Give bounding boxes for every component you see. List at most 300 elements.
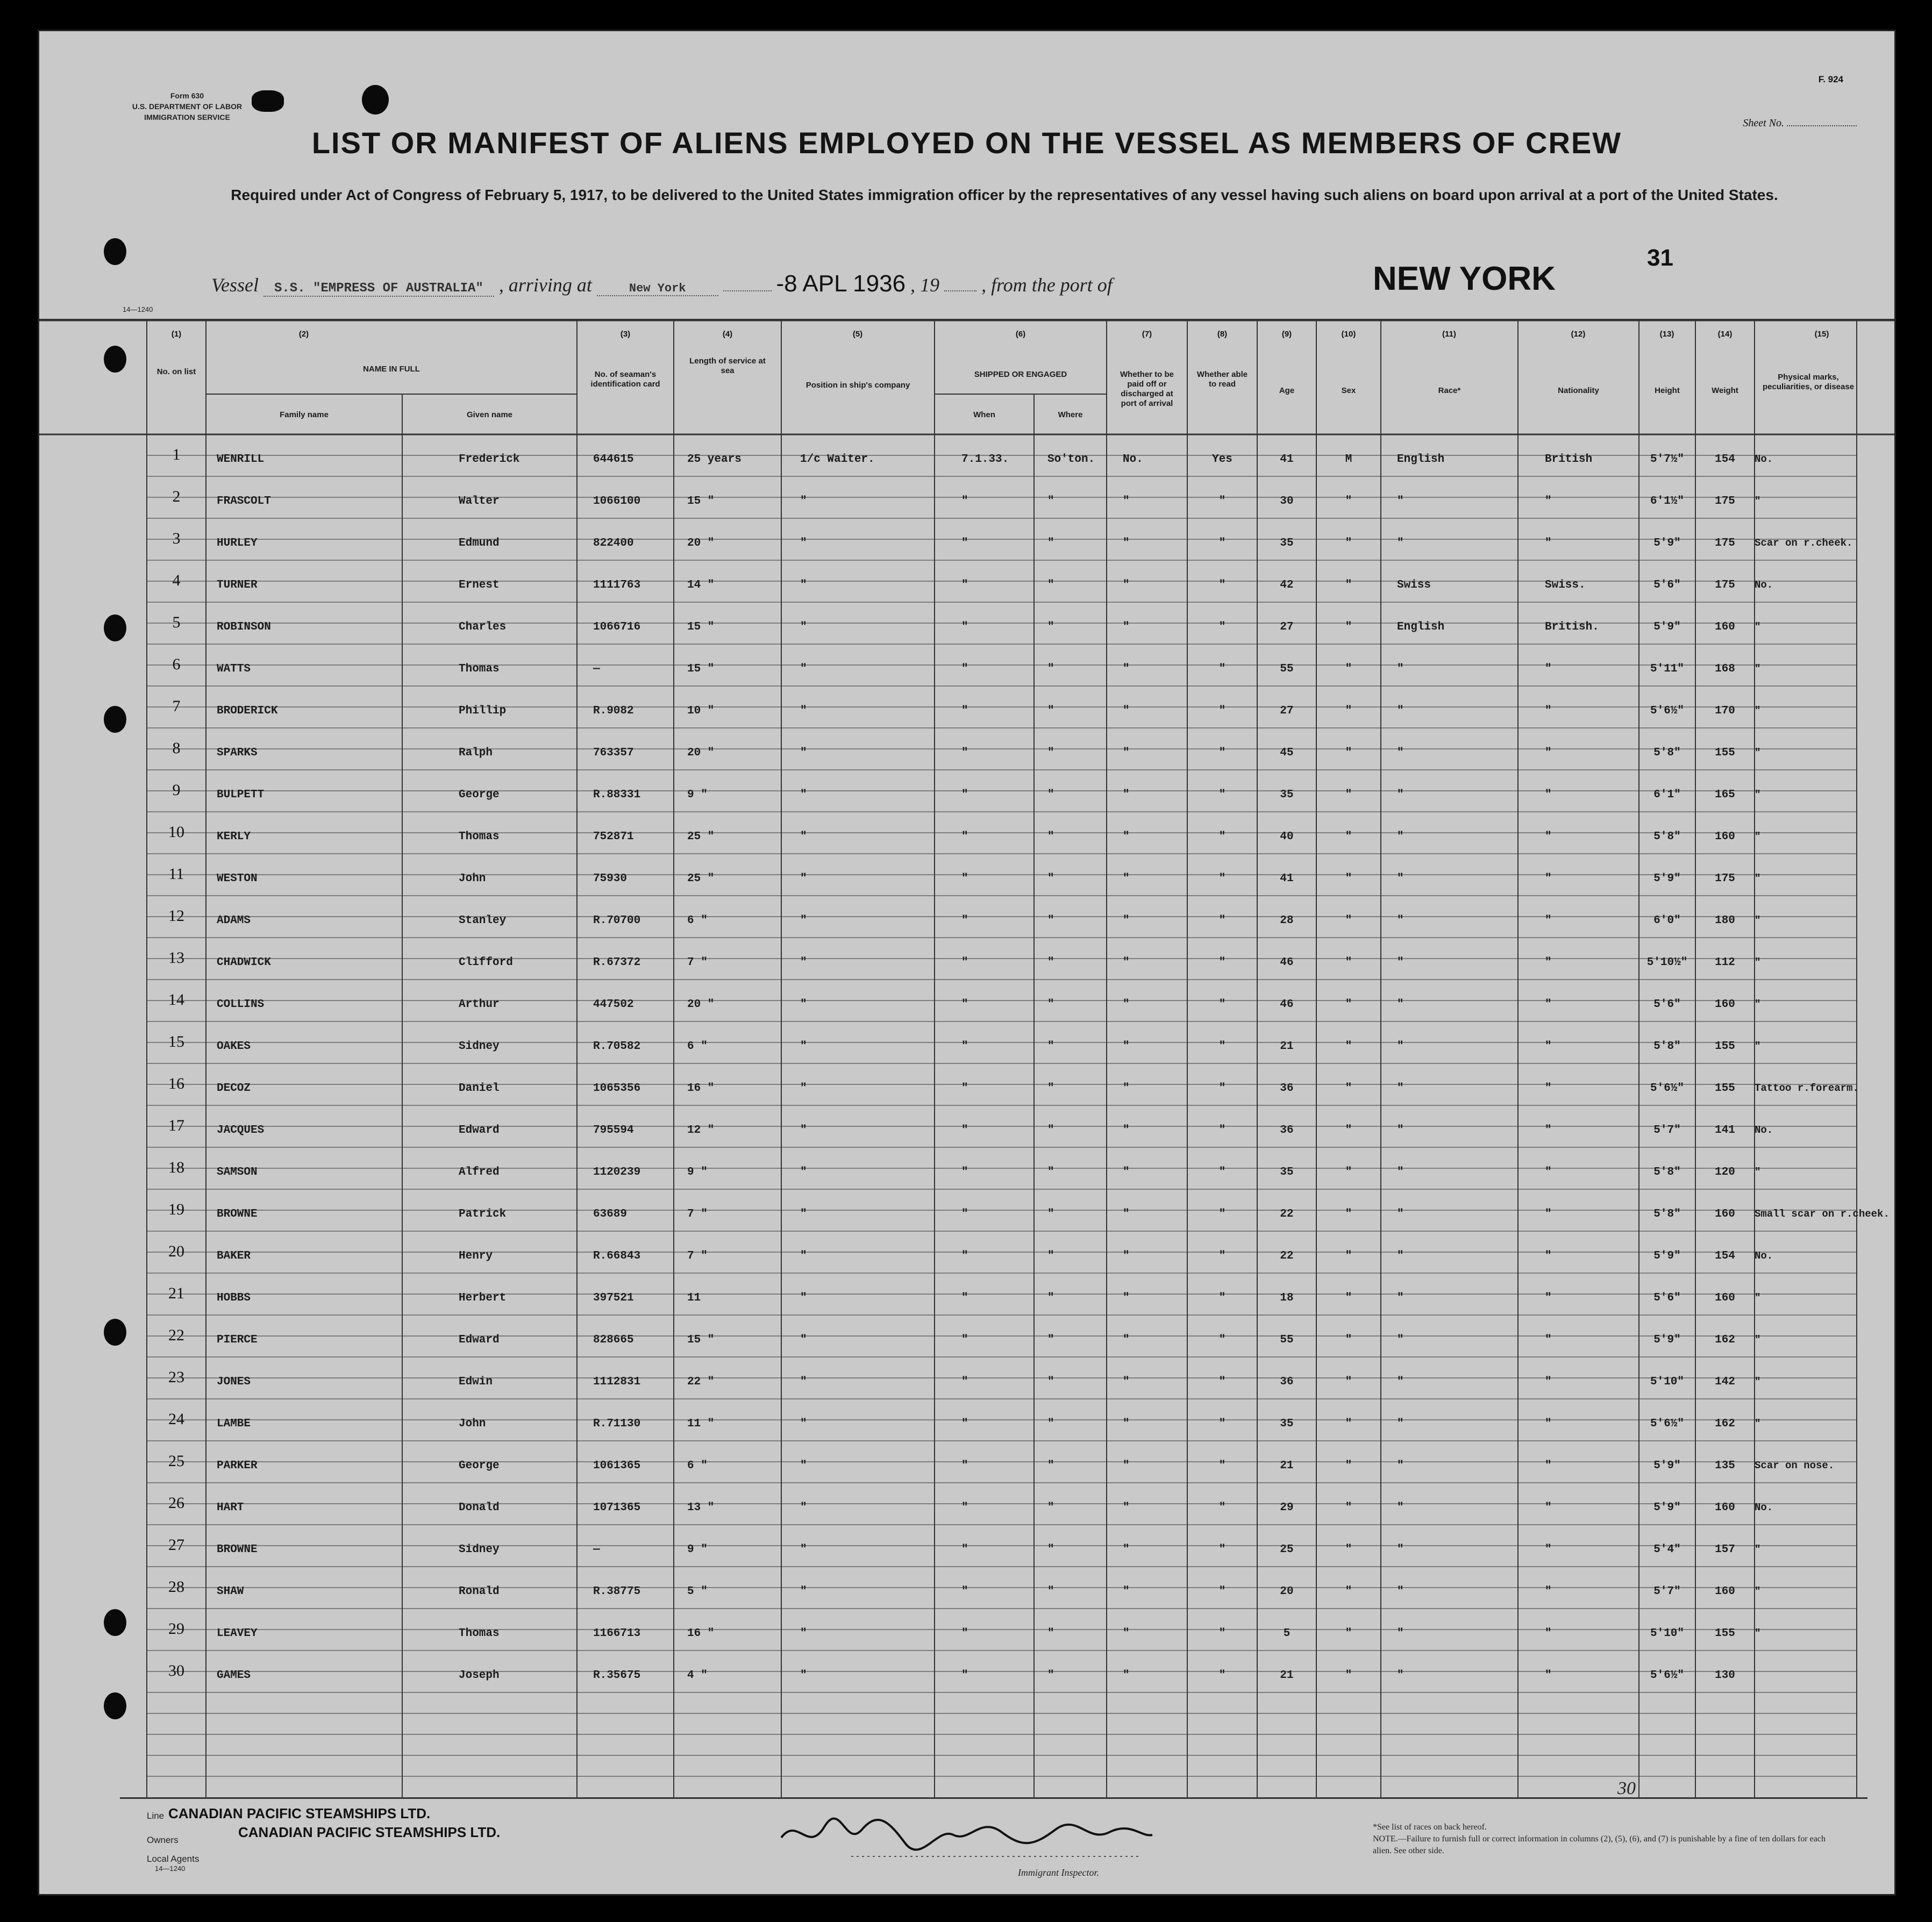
cell-id: 1061365 bbox=[593, 1460, 641, 1472]
cell-id: 822400 bbox=[593, 537, 634, 549]
cell-weight: 120 bbox=[1715, 1166, 1735, 1178]
cell-read: " bbox=[1218, 873, 1226, 885]
cell-where: " bbox=[1047, 1334, 1054, 1346]
cell-id: 763357 bbox=[593, 747, 634, 759]
cell-id: 795594 bbox=[593, 1124, 634, 1137]
cell-nationality: Swiss. bbox=[1545, 579, 1586, 591]
cell-age: 27 bbox=[1280, 705, 1294, 717]
manifest-sheet bbox=[38, 30, 1896, 1896]
cell-given: Thomas bbox=[459, 663, 500, 675]
cell-age: 21 bbox=[1280, 1040, 1294, 1053]
cell-read: " bbox=[1218, 537, 1226, 549]
cell-where: " bbox=[1047, 705, 1054, 717]
cell-marks: " bbox=[1755, 663, 1761, 675]
cell-read: " bbox=[1218, 998, 1226, 1011]
cell-read: " bbox=[1218, 1669, 1226, 1682]
cell-height: 5'10½" bbox=[1646, 956, 1688, 969]
cell-race: " bbox=[1397, 873, 1404, 885]
line-stamp: CANADIAN PACIFIC STEAMSHIPS LTD. bbox=[168, 1805, 431, 1821]
cell-paid: " bbox=[1123, 663, 1130, 675]
cell-weight: 157 bbox=[1715, 1544, 1735, 1556]
cell-id: 63689 bbox=[593, 1208, 628, 1220]
cell-length: 25 years bbox=[687, 453, 742, 466]
cell-family: TURNER bbox=[217, 579, 258, 591]
cell-sex: " bbox=[1345, 1376, 1352, 1388]
cell-marks: " bbox=[1755, 1418, 1761, 1430]
cell-height: 5'9" bbox=[1653, 1250, 1681, 1262]
cell-when: " bbox=[961, 998, 968, 1011]
cell-paid: " bbox=[1123, 621, 1130, 633]
binder-hole bbox=[104, 238, 126, 265]
cell-length: 15 " bbox=[687, 495, 715, 508]
cell-length: 20 " bbox=[687, 537, 715, 549]
cell-where: " bbox=[1047, 1627, 1054, 1640]
cell-height: 6'1½" bbox=[1650, 495, 1684, 508]
cell-length: 15 " bbox=[687, 1334, 715, 1346]
footer-notes bbox=[1373, 1821, 1846, 1857]
header-race: Race* bbox=[1438, 386, 1461, 395]
cell-given: Joseph bbox=[459, 1669, 500, 1682]
cell-family: KERLY bbox=[217, 831, 251, 843]
column-number: (5) bbox=[852, 330, 863, 339]
races-note: *See list of races on back hereof. bbox=[1373, 1823, 1487, 1832]
cell-sex: " bbox=[1345, 1544, 1352, 1556]
header-sex: Sex bbox=[1341, 386, 1356, 395]
cell-where: " bbox=[1047, 1082, 1054, 1095]
cell-family: JACQUES bbox=[217, 1124, 265, 1137]
cell-when: " bbox=[961, 663, 968, 675]
cell-race: " bbox=[1397, 1292, 1404, 1304]
cell-when: " bbox=[961, 1166, 968, 1178]
header-id-card: No. of seaman's identification card bbox=[590, 370, 660, 389]
cell-given: Ernest bbox=[459, 579, 500, 591]
cell-where: " bbox=[1047, 747, 1054, 759]
cell-sex: " bbox=[1345, 1124, 1352, 1137]
cell-given: Ralph bbox=[459, 747, 493, 759]
row-number: 30 bbox=[168, 1662, 184, 1680]
cell-race: " bbox=[1397, 1040, 1404, 1053]
cell-paid: " bbox=[1123, 579, 1130, 591]
cell-read: " bbox=[1218, 956, 1226, 969]
column-number: (6) bbox=[1015, 330, 1026, 339]
cell-age: 21 bbox=[1280, 1460, 1294, 1472]
cell-where: " bbox=[1047, 1502, 1054, 1514]
cell-length: 15 " bbox=[687, 621, 715, 633]
cell-read: " bbox=[1218, 1040, 1226, 1053]
cell-when: " bbox=[961, 1292, 968, 1304]
cell-given: Daniel bbox=[459, 1082, 500, 1095]
vessel-line bbox=[211, 270, 1113, 297]
row-number: 15 bbox=[168, 1033, 184, 1051]
cell-when: " bbox=[961, 1124, 968, 1137]
port-stamp: NEW YORK bbox=[1373, 260, 1556, 297]
cell-read: " bbox=[1218, 914, 1226, 927]
cell-weight: 175 bbox=[1715, 495, 1735, 508]
cell-height: 5'8" bbox=[1653, 831, 1681, 843]
header-length-service: Length of service at sea bbox=[689, 356, 766, 375]
cell-age: 36 bbox=[1280, 1082, 1294, 1095]
cell-race: " bbox=[1397, 1502, 1404, 1514]
column-number: (14) bbox=[1717, 330, 1733, 339]
cell-read: " bbox=[1218, 1124, 1226, 1137]
cell-race: Swiss bbox=[1397, 579, 1431, 591]
cell-family: JONES bbox=[217, 1376, 251, 1388]
cell-weight: 180 bbox=[1715, 914, 1735, 927]
cell-marks: " bbox=[1755, 831, 1761, 842]
cell-position: " bbox=[800, 1166, 807, 1178]
cell-age: 55 bbox=[1280, 1334, 1294, 1346]
cell-family: BULPETT bbox=[217, 789, 265, 801]
cell-marks: " bbox=[1755, 956, 1761, 968]
cell-marks: No. bbox=[1755, 579, 1773, 591]
row-number: 3 bbox=[172, 530, 181, 547]
cell-id: R.88331 bbox=[593, 789, 641, 801]
row-number: 27 bbox=[168, 1536, 184, 1554]
cell-height: 5'6½" bbox=[1650, 705, 1684, 717]
cell-weight: 142 bbox=[1715, 1376, 1735, 1388]
cell-family: HURLEY bbox=[217, 537, 258, 549]
cell-family: WATTS bbox=[217, 663, 251, 675]
cell-position: " bbox=[800, 1585, 807, 1598]
cell-given: Edwin bbox=[459, 1376, 493, 1388]
cell-age: 46 bbox=[1280, 998, 1294, 1011]
cell-when: " bbox=[961, 537, 968, 549]
cell-id: R.70700 bbox=[593, 914, 641, 927]
cell-when: " bbox=[961, 831, 968, 843]
cell-when: " bbox=[961, 1669, 968, 1682]
cell-weight: 160 bbox=[1715, 621, 1735, 633]
cell-race: " bbox=[1397, 1334, 1404, 1346]
cell-age: 35 bbox=[1280, 1166, 1294, 1178]
row-number: 11 bbox=[168, 865, 184, 883]
cell-weight: 162 bbox=[1715, 1334, 1735, 1346]
cell-id: 1071365 bbox=[593, 1502, 641, 1514]
cell-id: 447502 bbox=[593, 998, 634, 1011]
cell-family: ADAMS bbox=[217, 914, 251, 927]
cell-given: Clifford bbox=[459, 956, 513, 969]
cell-race: " bbox=[1397, 1544, 1404, 1556]
cell-height: 5'10" bbox=[1650, 1376, 1684, 1388]
cell-race: " bbox=[1397, 998, 1404, 1011]
cell-where: " bbox=[1047, 1124, 1054, 1137]
inspector-label: Immigrant Inspector. bbox=[1018, 1867, 1099, 1878]
cell-paid: " bbox=[1123, 789, 1130, 801]
cell-race: English bbox=[1397, 453, 1445, 466]
form-code-bottom: 14—1240 bbox=[155, 1864, 186, 1873]
f-number: F. 924 bbox=[1818, 74, 1843, 84]
cell-read: " bbox=[1218, 579, 1226, 591]
cell-sex: " bbox=[1345, 831, 1352, 843]
cell-position: " bbox=[800, 1460, 807, 1472]
cell-age: 22 bbox=[1280, 1250, 1294, 1262]
cell-where: " bbox=[1047, 621, 1054, 633]
cell-sex: " bbox=[1345, 495, 1352, 508]
cell-id: 1066716 bbox=[593, 621, 641, 633]
cell-given: Sidney bbox=[459, 1040, 500, 1053]
cell-where: " bbox=[1047, 1166, 1054, 1178]
cell-height: 5'6" bbox=[1653, 1292, 1681, 1304]
row-number: 4 bbox=[172, 571, 181, 589]
cell-age: 35 bbox=[1280, 537, 1294, 549]
inspector-signature bbox=[776, 1805, 1163, 1864]
cell-marks: " bbox=[1755, 705, 1761, 717]
header-when: When bbox=[973, 410, 995, 419]
cell-when: " bbox=[961, 1544, 968, 1556]
cell-id: 1111763 bbox=[593, 579, 641, 591]
vessel-name: S.S. "EMPRESS OF AUSTRALIA" bbox=[263, 281, 494, 297]
cell-where: " bbox=[1047, 1418, 1054, 1430]
cell-height: 5'7" bbox=[1653, 1124, 1681, 1137]
cell-where: " bbox=[1047, 914, 1054, 927]
cell-position: " bbox=[800, 1502, 807, 1514]
cell-age: 41 bbox=[1280, 453, 1294, 466]
cell-age: 36 bbox=[1280, 1376, 1294, 1388]
cell-height: 5'9" bbox=[1653, 621, 1681, 633]
cell-race: " bbox=[1397, 831, 1404, 843]
cell-where: " bbox=[1047, 789, 1054, 801]
header-where: Where bbox=[1058, 410, 1083, 419]
column-number: (4) bbox=[722, 330, 733, 339]
cell-weight: 175 bbox=[1715, 873, 1735, 885]
cell-given: Walter bbox=[459, 495, 500, 508]
cell-position: " bbox=[800, 1418, 807, 1430]
cell-race: " bbox=[1397, 1460, 1404, 1472]
header-name-in-full: NAME IN FULL bbox=[363, 365, 420, 374]
cell-id: 397521 bbox=[593, 1292, 634, 1304]
cell-height: 5'9" bbox=[1653, 1502, 1681, 1514]
cell-nationality: " bbox=[1545, 1040, 1552, 1053]
cell-when: " bbox=[961, 1627, 968, 1640]
cell-where: " bbox=[1047, 1040, 1054, 1053]
sheet-label-text: Sheet No. bbox=[1743, 117, 1784, 129]
cell-sex: " bbox=[1345, 1292, 1352, 1304]
cell-weight: 160 bbox=[1715, 1292, 1735, 1304]
column-number: (1) bbox=[171, 330, 182, 339]
cell-nationality: " bbox=[1545, 789, 1552, 801]
header-physical-marks: Physical marks, peculiarities, or disease bbox=[1762, 373, 1855, 391]
cell-given: Henry bbox=[459, 1250, 493, 1262]
cell-nationality: " bbox=[1545, 914, 1552, 927]
cell-read: " bbox=[1218, 705, 1226, 717]
cell-paid: " bbox=[1123, 1250, 1130, 1262]
cell-where: " bbox=[1047, 537, 1054, 549]
cell-race: " bbox=[1397, 705, 1404, 717]
cell-paid: " bbox=[1123, 1669, 1130, 1682]
blank-line bbox=[723, 290, 772, 291]
cell-length: 11 bbox=[687, 1292, 701, 1304]
cell-when: " bbox=[961, 956, 968, 969]
cell-sex: " bbox=[1345, 621, 1352, 633]
form-identifier bbox=[98, 90, 276, 123]
cell-given: Edmund bbox=[459, 537, 500, 549]
header-family-name: Family name bbox=[280, 410, 329, 419]
cell-height: 6'1" bbox=[1653, 789, 1681, 801]
cell-position: " bbox=[800, 705, 807, 717]
cell-read: " bbox=[1218, 1082, 1226, 1095]
cell-where: " bbox=[1047, 1669, 1054, 1682]
cell-age: 29 bbox=[1280, 1502, 1294, 1514]
footer-rule bbox=[120, 1797, 1867, 1799]
cell-family: PARKER bbox=[217, 1460, 258, 1472]
cell-position: " bbox=[800, 747, 807, 759]
cell-age: 55 bbox=[1280, 663, 1294, 675]
cell-height: 5'8" bbox=[1653, 1040, 1681, 1053]
cell-given: George bbox=[459, 789, 500, 801]
cell-marks: Scar on nose. bbox=[1755, 1460, 1835, 1471]
cell-family: PIERCE bbox=[217, 1334, 258, 1346]
cell-age: 28 bbox=[1280, 914, 1294, 927]
cell-race: " bbox=[1397, 914, 1404, 927]
cell-paid: " bbox=[1123, 1460, 1130, 1472]
cell-position: " bbox=[800, 998, 807, 1011]
cell-height: 5'8" bbox=[1653, 1208, 1681, 1220]
cell-weight: 112 bbox=[1715, 956, 1735, 969]
cell-length: 15 " bbox=[687, 663, 715, 675]
cell-sex: M bbox=[1345, 453, 1352, 466]
header-nationality: Nationality bbox=[1558, 386, 1599, 395]
cell-family: FRASCOLT bbox=[217, 495, 271, 508]
cell-height: 5'9" bbox=[1653, 1460, 1681, 1472]
cell-paid: " bbox=[1123, 1040, 1130, 1053]
cell-id: R.9082 bbox=[593, 705, 634, 717]
cell-id: R.35675 bbox=[593, 1669, 641, 1682]
cell-where: " bbox=[1047, 663, 1054, 675]
cell-age: 21 bbox=[1280, 1669, 1294, 1682]
cell-height: 5'6½" bbox=[1650, 1669, 1684, 1682]
cell-position: " bbox=[800, 579, 807, 591]
cell-family: BROWNE bbox=[217, 1208, 258, 1220]
row-number: 23 bbox=[168, 1368, 184, 1386]
cell-sex: " bbox=[1345, 705, 1352, 717]
cell-where: " bbox=[1047, 1208, 1054, 1220]
cell-length: 10 " bbox=[687, 705, 715, 717]
cell-marks: No. bbox=[1755, 1502, 1773, 1513]
form-number: Form 630 bbox=[170, 91, 204, 100]
cell-marks: " bbox=[1755, 914, 1761, 926]
cell-height: 5'9" bbox=[1653, 1334, 1681, 1346]
cell-height: 5'9" bbox=[1653, 873, 1681, 885]
cell-length: 7 " bbox=[687, 1250, 708, 1262]
cell-length: 25 " bbox=[687, 873, 715, 885]
cell-when: " bbox=[961, 914, 968, 927]
cell-weight: 155 bbox=[1715, 747, 1735, 759]
cell-family: CHADWICK bbox=[217, 956, 271, 969]
cell-length: 9 " bbox=[687, 789, 708, 801]
cell-sex: " bbox=[1345, 1208, 1352, 1220]
cell-weight: 160 bbox=[1715, 1585, 1735, 1598]
cell-sex: " bbox=[1345, 537, 1352, 549]
cell-id: 1120239 bbox=[593, 1166, 641, 1178]
cell-position: " bbox=[800, 789, 807, 801]
cell-nationality: " bbox=[1545, 1334, 1552, 1346]
cell-age: 5 bbox=[1283, 1627, 1291, 1640]
cell-read: " bbox=[1218, 831, 1226, 843]
line-label: Line bbox=[147, 1811, 165, 1821]
cell-paid: " bbox=[1123, 1082, 1130, 1095]
cell-race: " bbox=[1397, 495, 1404, 508]
handwritten-total: 30 bbox=[1617, 1778, 1636, 1798]
cell-family: SHAW bbox=[217, 1585, 244, 1598]
cell-read: " bbox=[1218, 1544, 1226, 1556]
cell-marks: " bbox=[1755, 621, 1761, 633]
owners-label: Owners bbox=[147, 1835, 179, 1845]
cell-when: " bbox=[961, 495, 968, 508]
cell-family: LAMBE bbox=[217, 1418, 251, 1430]
cell-family: SAMSON bbox=[217, 1166, 258, 1178]
cell-sex: " bbox=[1345, 1669, 1352, 1682]
cell-marks: " bbox=[1755, 1544, 1761, 1555]
cell-id: 1166713 bbox=[593, 1627, 641, 1640]
cell-read: " bbox=[1218, 1376, 1226, 1388]
cell-sex: " bbox=[1345, 1082, 1352, 1095]
column-number: (15) bbox=[1814, 330, 1829, 339]
cell-nationality: " bbox=[1545, 1082, 1552, 1095]
cell-read: " bbox=[1218, 1502, 1226, 1514]
local-agents-label: Local Agents bbox=[147, 1854, 199, 1864]
row-number: 5 bbox=[172, 613, 181, 631]
cell-given: Charles bbox=[459, 621, 507, 633]
cell-age: 40 bbox=[1280, 831, 1294, 843]
cell-sex: " bbox=[1345, 1502, 1352, 1514]
cell-sex: " bbox=[1345, 1040, 1352, 1053]
cell-age: 35 bbox=[1280, 1418, 1294, 1430]
cell-paid: " bbox=[1123, 998, 1130, 1011]
cell-sex: " bbox=[1345, 998, 1352, 1011]
cell-weight: 175 bbox=[1715, 537, 1735, 549]
cell-marks: Tattoo r.forearm. bbox=[1755, 1082, 1859, 1094]
cell-nationality: " bbox=[1545, 537, 1552, 549]
cell-when: " bbox=[961, 1460, 968, 1472]
cell-when: " bbox=[961, 579, 968, 591]
cell-where: So'ton. bbox=[1047, 453, 1095, 466]
row-number: 9 bbox=[172, 781, 181, 799]
cell-family: WENRILL bbox=[217, 453, 265, 466]
row-number: 26 bbox=[168, 1494, 184, 1512]
cell-position: " bbox=[800, 831, 807, 843]
cell-sex: " bbox=[1345, 1250, 1352, 1262]
header-height: Height bbox=[1655, 386, 1680, 395]
cell-weight: 154 bbox=[1715, 453, 1735, 466]
cell-paid: " bbox=[1123, 873, 1130, 885]
cell-given: Ronald bbox=[459, 1585, 500, 1598]
column-number: (9) bbox=[1281, 330, 1292, 339]
cell-nationality: " bbox=[1545, 747, 1552, 759]
row-number: 28 bbox=[168, 1578, 184, 1596]
cell-age: 27 bbox=[1280, 621, 1294, 633]
column-number: (13) bbox=[1659, 330, 1674, 339]
row-number: 18 bbox=[168, 1159, 184, 1176]
cell-height: 5'7½" bbox=[1650, 453, 1684, 466]
column-number: (11) bbox=[1442, 330, 1456, 339]
cell-length: 12 " bbox=[687, 1124, 715, 1137]
manifest-title: LIST OR MANIFEST OF ALIENS EMPLOYED ON THE VESSEL AS MEMBERS OF CREW bbox=[311, 126, 1622, 160]
cell-length: 22 " bbox=[687, 1376, 715, 1388]
row-number: 20 bbox=[168, 1242, 184, 1260]
cell-age: 35 bbox=[1280, 789, 1294, 801]
cell-sex: " bbox=[1345, 914, 1352, 927]
cell-given: George bbox=[459, 1460, 500, 1472]
cell-where: " bbox=[1047, 1376, 1054, 1388]
header-weight: Weight bbox=[1712, 386, 1738, 395]
arriving-label: , arriving at bbox=[498, 274, 592, 296]
cell-paid: No. bbox=[1123, 453, 1143, 466]
header-shipped-engaged: SHIPPED OR ENGAGED bbox=[974, 370, 1067, 379]
row-number: 17 bbox=[168, 1117, 184, 1134]
cell-read: " bbox=[1218, 789, 1226, 801]
cell-length: 9 " bbox=[687, 1166, 708, 1178]
cell-age: 36 bbox=[1280, 1124, 1294, 1137]
cell-race: " bbox=[1397, 747, 1404, 759]
